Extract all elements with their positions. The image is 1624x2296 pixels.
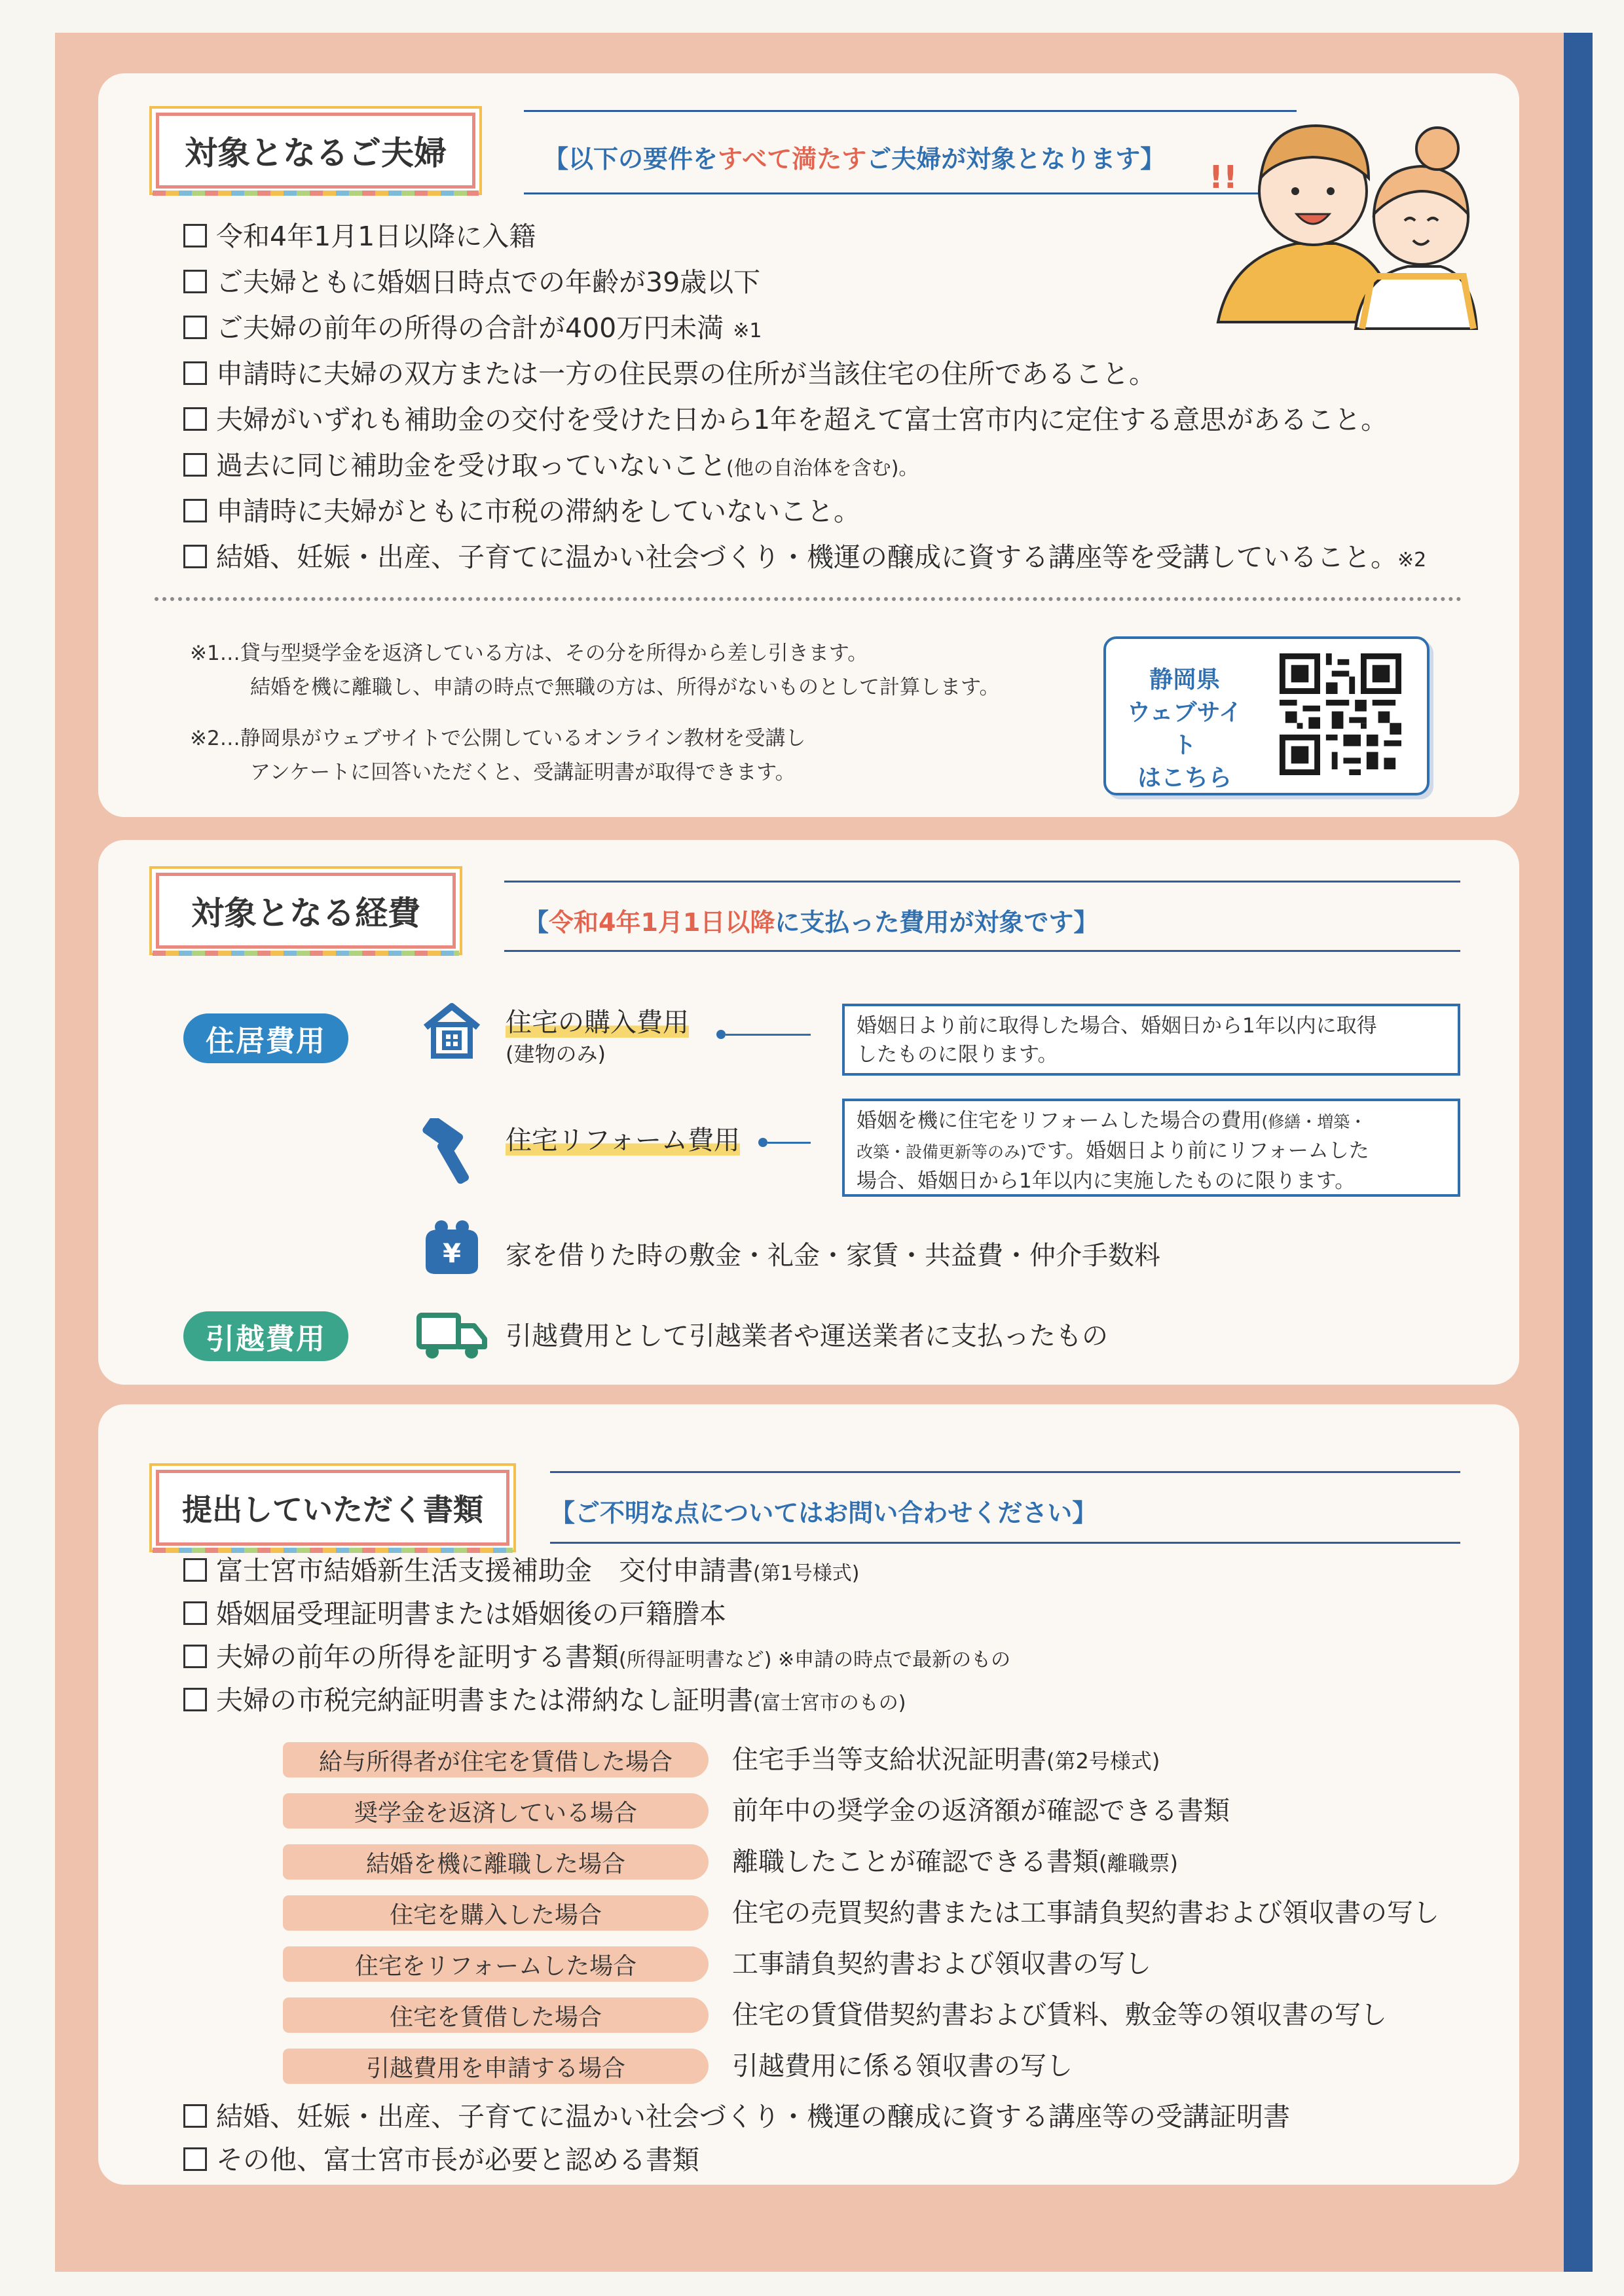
document-item: 結婚、妊娠・出産、子育てに温かい社会づくり・機運の醸成に資する講座等の受講証明書 [183, 2100, 1290, 2134]
checkbox-icon [183, 361, 207, 385]
checkbox-icon [183, 316, 207, 339]
checkbox-icon [183, 1645, 207, 1668]
rule-bottom [504, 950, 1460, 952]
document-item: 婚姻届受理証明書または婚姻後の戸籍謄本 [183, 1597, 726, 1631]
rule-top [504, 881, 1460, 883]
housing-cost-label: 住居費用 [183, 1013, 348, 1063]
qr-code-icon[interactable] [1280, 653, 1401, 775]
checkbox-icon [183, 545, 207, 568]
checkbox-icon [183, 1558, 207, 1582]
requirement-item: 夫婦がいずれも補助金の交付を受けた日から1年を超えて富士宮市内に定住する意思があること。 [183, 403, 1388, 437]
requirement-item: 結婚、妊娠・出産、子育てに温かい社会づくり・機運の醸成に資する講座等を受講していること。※2 [183, 540, 1426, 577]
document-item: 夫婦の市税完納証明書または滞納なし証明書(富士宮市のもの) [183, 1683, 906, 1721]
connector-line [726, 1034, 811, 1036]
checkbox-icon [183, 499, 207, 522]
checkbox-icon [183, 270, 207, 293]
case-label: 奨学金を返済している場合 [283, 1793, 709, 1829]
dotted-divider [155, 597, 1462, 601]
case-label: 結婚を機に離職した場合 [283, 1844, 709, 1880]
section-title: 対象となる経費 [156, 873, 456, 949]
document-item: その他、富士宮市長が必要と認める書類 [183, 2143, 699, 2177]
purchase-cost-sub: (建物のみ) [506, 1042, 606, 1066]
rent-cost-text: 家を借りた時の敷金・礼金・家賃・共益費・仲介手数料 [506, 1241, 1160, 1271]
reform-condition-box: 婚姻を機に住宅をリフォームした場合の費用(修繕・増築・ 改築・設備更新等のみ)です。婚姻日より前にリフォームした 場合、婚姻日から1年以内に実施したものに限ります。 [842, 1099, 1460, 1197]
case-label: 住宅をリフォームした場合 [283, 1946, 709, 1982]
case-label: 住宅を賃借した場合 [283, 1997, 709, 2033]
svg-text:!!: !! [1209, 159, 1238, 196]
truck-icon [416, 1305, 489, 1364]
purchase-condition-box: 婚姻日より前に取得した場合、婚姻日から1年以内に取得 したものに限ります。 [842, 1004, 1460, 1076]
section-subhead: 【令和4年1月1日以降に支払った費用が対象です】 [524, 908, 1099, 937]
requirement-item: 過去に同じ補助金を受け取っていないこと(他の自治体を含む)。 [183, 448, 918, 486]
connector-dot [716, 1030, 726, 1039]
qr-caption: 静岡県 ウェブサイト はこちら [1126, 666, 1243, 792]
connector-dot [758, 1138, 767, 1147]
case-document: 引越費用に係る領収書の写し [732, 2051, 1073, 2081]
section-title: 対象となるご夫婦 [156, 113, 475, 189]
requirement-item: 令和4年1月1日以降に入籍 [183, 219, 536, 253]
rule-bottom [550, 1542, 1460, 1544]
section-title: 提出していただく書類 [156, 1470, 509, 1546]
required-documents-section [98, 1404, 1519, 2185]
checkbox-icon [183, 453, 207, 477]
requirement-item: 申請時に夫婦の双方または一方の住民票の住所が当該住宅の住所であること。 [183, 357, 1156, 391]
case-label: 給与所得者が住宅を賃借した場合 [283, 1742, 709, 1777]
purchase-cost-title: 住宅の購入費用 [506, 1008, 689, 1038]
case-label: 引越費用を申請する場合 [283, 2049, 709, 2084]
document-item: 富士宮市結婚新生活支援補助金 交付申請書(第1号様式) [183, 1554, 860, 1591]
moving-cost-text: 引越費用として引越業者や運送業者に支払ったもの [506, 1321, 1108, 1351]
case-document: 工事請負契約書および領収書の写し [732, 1949, 1151, 1979]
side-blue-bar [1564, 33, 1593, 2272]
checkbox-icon [183, 2147, 207, 2171]
case-document: 前年中の奨学金の返済額が確認できる書類 [732, 1796, 1230, 1826]
section-subhead: 【以下の要件をすべて満たすご夫婦が対象となります】 [544, 145, 1166, 173]
eligible-expenses-section [98, 840, 1519, 1385]
footnote-2: ※2…静岡県がウェブサイトで公開しているオンライン教材を受講し [190, 727, 806, 750]
requirement-item: 申請時に夫婦がともに市税の滞納をしていないこと。 [183, 494, 860, 528]
case-label: 住宅を購入した場合 [283, 1895, 709, 1931]
section-subhead: 【ご不明な点についてはお問い合わせください】 [550, 1499, 1098, 1527]
rule-top [550, 1471, 1460, 1473]
moving-cost-label: 引越費用 [183, 1311, 348, 1361]
requirement-item: ご夫婦ともに婚姻日時点での年齢が39歳以下 [183, 265, 760, 299]
case-document: 住宅の賃貸借契約書および賃料、敷金等の領収書の写し [732, 2000, 1387, 2030]
checkbox-icon [183, 224, 207, 247]
reform-cost-title: 住宅リフォーム費用 [506, 1125, 740, 1156]
requirement-item: ご夫婦の前年の所得の合計が400万円未満 ※1 [183, 311, 762, 348]
case-document: 離職したことが確認できる書類(離職票) [732, 1847, 1178, 1877]
case-document: 住宅の売買契約書または工事請負契約書および領収書の写し [732, 1898, 1439, 1928]
couple-illustration-icon [1205, 80, 1480, 335]
yen-wallet-icon [418, 1216, 486, 1279]
checkbox-icon [183, 1601, 207, 1625]
qr-link-card[interactable] [1103, 636, 1430, 795]
footnote-2-cont: アンケートに回答いただくと、受講証明書が取得できます。 [250, 761, 796, 784]
document-item: 夫婦の前年の所得を証明する書類(所得証明書など) ※申請の時点で最新のもの [183, 1640, 1010, 1677]
footnote-1: ※1…貸与型奨学金を返済している方は、その分を所得から差し引きます。 [190, 642, 868, 665]
case-document: 住宅手当等支給状況証明書(第2号様式) [732, 1745, 1160, 1775]
eligible-couples-section [98, 73, 1519, 817]
rule-bottom [524, 192, 1297, 194]
hammer-icon [420, 1118, 483, 1190]
checkbox-icon [183, 407, 207, 431]
connector-line [767, 1142, 811, 1144]
svg-text:¥: ¥ [443, 1239, 461, 1269]
rule-top [524, 110, 1297, 112]
checkbox-icon [183, 2104, 207, 2128]
footnote-1-cont: 結婚を機に離職し、申請の時点で無職の方は、所得がないものとして計算します。 [250, 676, 1000, 699]
checkbox-icon [183, 1688, 207, 1711]
house-icon [420, 998, 483, 1061]
